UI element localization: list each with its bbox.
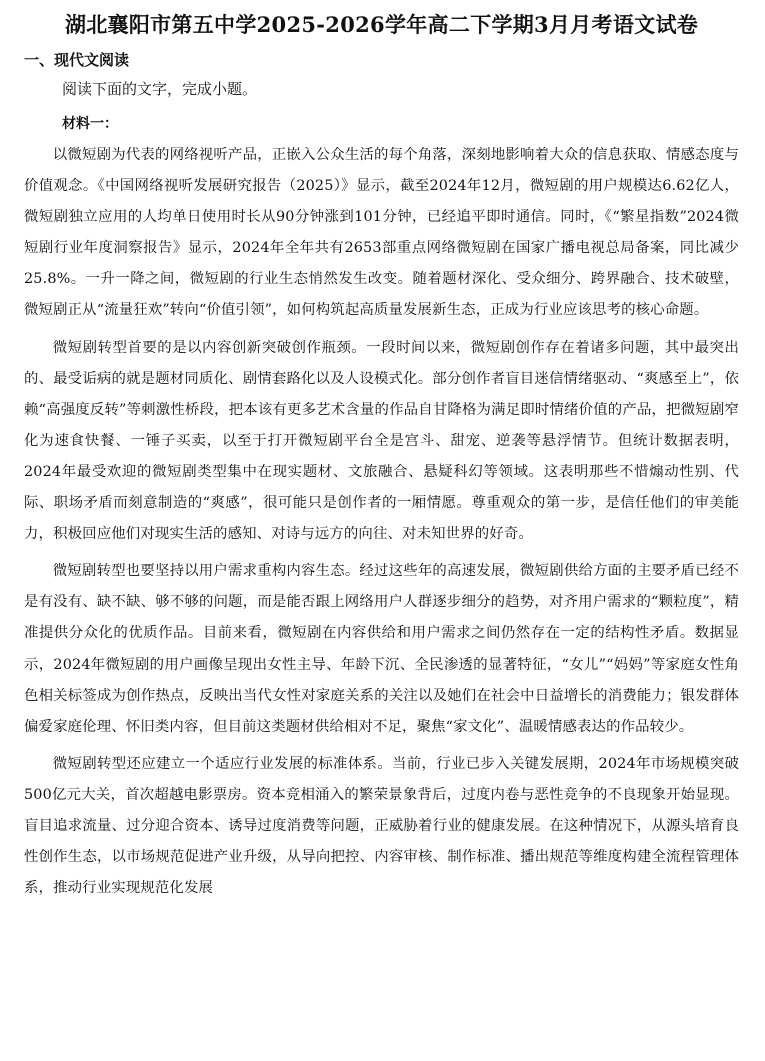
material-label: 材料一： [62,116,118,132]
exam-title: 湖北襄阳市第五中学2025-2026学年高二下学期3月月考语文试卷 [64,12,699,37]
material-paragraph-1: 以微短剧为代表的网络视听产品，正嵌入公众生活的每个角落，深刻地影响着大众的信息获取、情感态度与价值观念。《中国网络视听发展研究报告（2025）》显示，截至2024年12月，微短剧的用户规模达6.62亿人，微短剧独立应用的人均单日使用时长从90分钟涨到101分钟，已经追平即时通信。同时，《“繁星指数”2024微短剧行业年度洞察报告》显示，2024年全年共有2653部重点网络微短剧在国家广播电视总局备案，同比减少25.8%。一升一降之间，微短剧的行业生态悄然发生改变。随着题材深化、受众细分、跨界融合、技术破壁，微短剧正从“流量狂欢”转向“价值引领”，如何构筑起高质量发展新生态，正成为行业应该思考的核心命题。 [24,147,739,319]
reading-instruction: 阅读下面的文字，完成小题。 [62,80,258,98]
material-paragraph-2: 微短剧转型首要的是以内容创新突破创作瓶颈。一段时间以来，微短剧创作存在着诸多问题，其中最突出的、最受诟病的就是题材同质化、剧情套路化以及人设模式化。部分创作者盲目迷信情绪驱动、“爽感至上”，依赖“高强度反转”等刺激性桥段，把本该有更多艺术含量的作品自甘降格为满足即时情绪价值的产品，把微短剧窄化为速食快餐、一锤子买卖，以至于打开微短剧平台全是宫斗、甜宠、逆袭等悬浮情节。但统计数据表明，2024年最受欢迎的微短剧类型集中在现实题材、文旅融合、悬疑科幻等领域。这表明那些不惜煽动性别、代际、职场矛盾而刻意制造的“爽感”，很可能只是创作者的一厢情愿。尊重观众的第一步，是信任他们的审美能力，积极回应他们对现实生活的感知、对诗与远方的向往、对未知世界的好奇。 [24,339,739,543]
material-paragraph-4: 微短剧转型还应建立一个适应行业发展的标准体系。当前，行业已步入关键发展期，2024年市场规模突破500亿元大关，首次超越电影票房。资本竞相涌入的繁荣景象背后，过度内卷与恶性竞争的不良现象开始显现。盲目追求流量、过分迎合资本、诱导过度消费等问题，正威胁着行业的健康发展。在这种情况下，从源头培育良性创作生态，以市场规范促进产业升级，从导向把控、内容审核、制作标准、播出规范等维度构建全流程管理体系，推动行业实现规范化发展 [24,755,739,897]
material-paragraph-3: 微短剧转型也要坚持以用户需求重构内容生态。经过这些年的高速发展，微短剧供给方面的主要矛盾已经不是有没有、缺不缺、够不够的问题，而是能否跟上网络用户人群逐步细分的趋势，对齐用户需求的“颗粒度”，精准提供分众化的优质作品。目前来看，微短剧在内容供给和用户需求之间仍然存在一定的结构性矛盾。数据显示，2024年微短剧的用户画像呈现出女性主导、年龄下沉、全民渗透的显著特征，“女儿”“妈妈”等家庭女性角色相关标签成为创作热点，反映出当代女性对家庭关系的关注以及她们在社会中日益增长的消费能力；银发群体偏爱家庭伦理、怀旧类内容，但目前这类题材供给相对不足，聚焦“家文化”、温暖情感表达的作品较少。 [24,563,739,735]
section-heading: 一、现代文阅读 [24,51,130,69]
text-fade-overlay [380,1018,460,1046]
